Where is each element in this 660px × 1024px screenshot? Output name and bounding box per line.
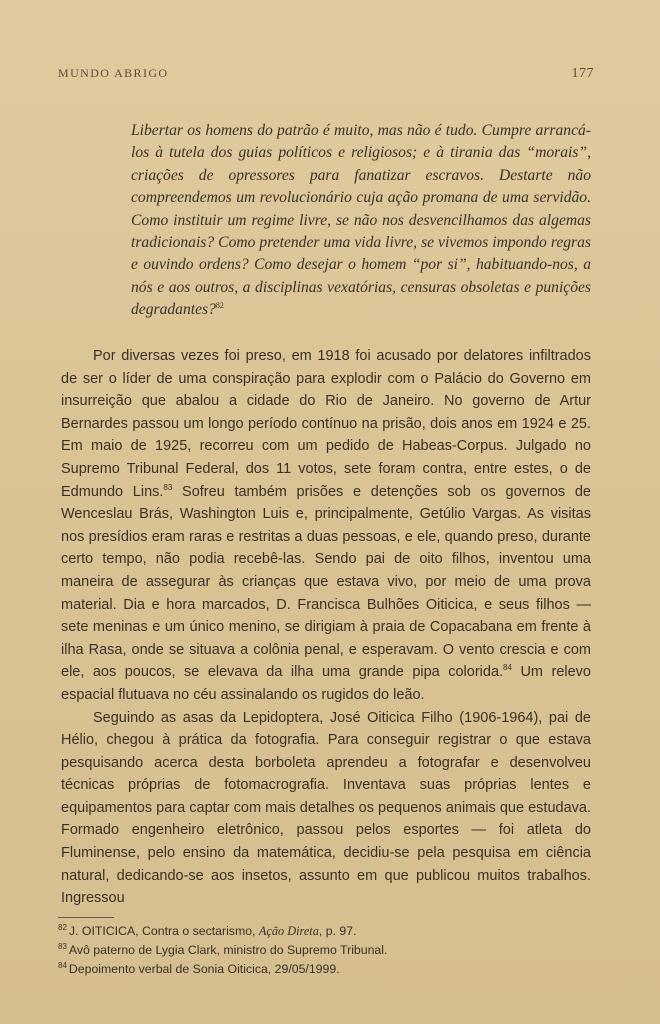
footnote-text: J. OITICICA, Contra o sectarismo, [68,924,259,938]
page-number: 177 [571,66,594,81]
running-title: MUNDO ABRIGO [58,66,169,80]
footnote-number: 84 [58,960,67,970]
footnote-number: 83 [58,941,67,951]
paragraph [61,345,591,707]
body-text [61,345,591,910]
block-quote [131,120,591,322]
footnote [58,941,588,960]
quote-text: Libertar os homens do patrão é muito, mas não é tudo. Cumpre arrancá-los à tutela dos guias políticos e religiosos; e à tirania das “morais”, criações de opressores para fanatizar escravos. Destarte não compreendemos um revolucionário cuja ação promana de uma servidão. Como instituir um regime livre, se não nos desvencilhamos das algemas tradicionais? Como pretender uma vida livre, se vivemos impondo regras e ouvindo ordens? Como desejar o homem “por si”, habituando-nos, a nós e aos outros, a disciplinas vexatórias, censuras obsoletas e punições degradantes? [131,122,591,319]
paragraph: Seguindo as asas da Lepidoptera, José Oiticica Filho (1906-1964), pai de Hélio, chegou à prática da fotografia. Para conseguir registrar o que estava pesquisando acerca desta borboleta aprendeu a fotografar e desenvolveu técnicas próprias de fotomacrografia. Inventava suas próprias lentes e equipamentos para captar com mais detalhes os pequenos animais que estudava. Formado engenheiro eletrônico, passou pelos esportes — foi atleta do Fluminense, pelo ensino da matemática, decidiu-se pela pesquisa em ciência natural, dedicando-se aos insetos, assunto em que publicou muitos trabalhos. Ingressou [61,709,591,907]
footnote-ref-84: 84 [503,663,512,673]
footnotes [58,922,588,979]
paragraph-text: Um relevo espacial flutuava no céu assinalando os rugidos do leão. [61,664,591,703]
footnote-number: 82 [58,922,67,932]
footnote-ref-83: 83 [163,482,173,492]
running-header [58,66,594,82]
paragraph-text: Sofreu também prisões e detenções sob os governos de Wenceslau Brás, Washington Luis e, principalmente, Getúlio Vargas. As visitas nos presídios eram raras e restritas a duas pessoas, e ele, quando preso, durante certo tempo, não podia recebê-las. Sendo pai de oito filhos, inventou uma maneira de assegurar às crianças que estava vivo, por meio de uma prova material. Dia e hora marcados, D. Francisca Bulhões Oiticica, e seus filhos — sete meninas e um único menino, se dirigiam à praia de Copacabana em frente à ilha Rasa, onde se situava a colônia penal, e esperavam. O vento crescia e com ele, aos poucos, se elevava da ilha uma grande pipa colorida. [61,483,591,681]
footnote-divider [58,917,114,918]
footnote-text: , p. 97. [318,924,357,938]
footnote-text: Depoimento verbal de Sonia Oiticica, 29/05/1999. [68,962,340,976]
paragraph-text: Por diversas vezes foi preso, em 1918 foi acusado por delatores infiltrados de ser o líder de uma conspiração para explodir com o Palácio do Governo em insurreição que abalou a cidade do Rio de Janeiro. No governo de Artur Bernardes passou um longo período contínuo na prisão, dois anos em 1924 e 25. Em maio de 1925, recorreu com um pedido de Habeas-Corpus. Julgado no Supremo Tribunal Federal, dos 11 votos, sete foram contra, entre estes, o de Edmundo Lins. [61,348,591,500]
footnote-text: Avô paterno de Lygia Clark, ministro do Supremo Tribunal. [68,943,388,957]
footnote [58,922,588,941]
footnote [58,960,588,979]
footnote-title: Ação Direta [258,924,319,938]
footnote-ref-82: 82 [215,301,224,311]
